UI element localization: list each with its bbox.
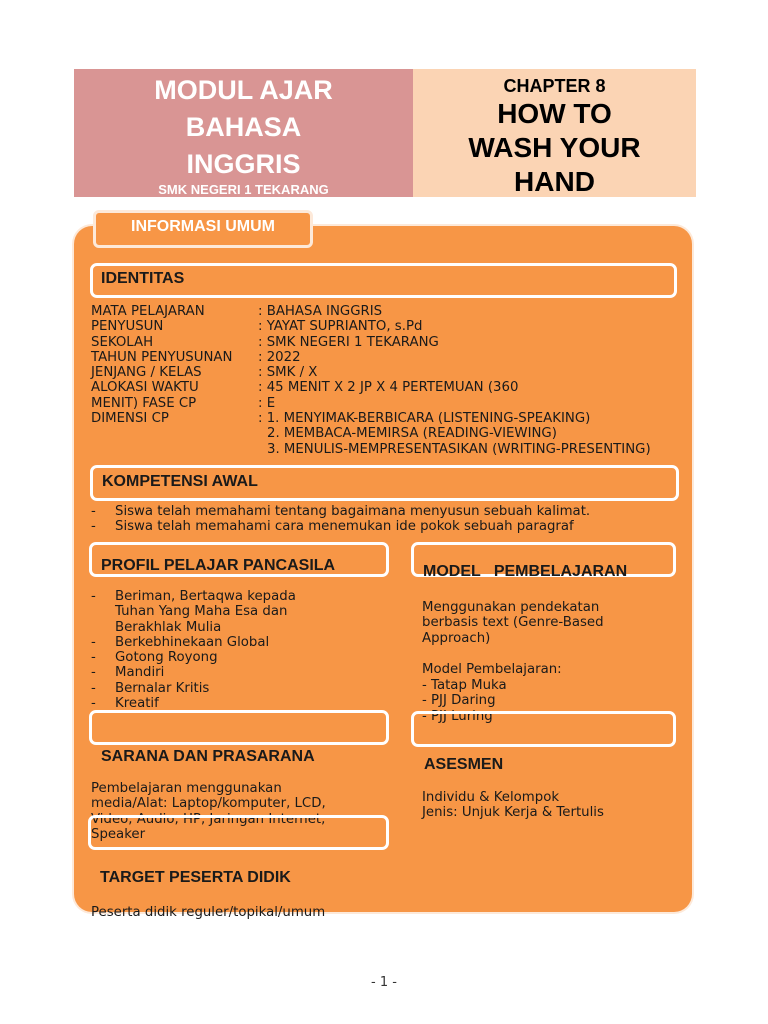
module-title-line-2: BAHASA <box>185 112 302 142</box>
list-item: - Tatap Muka <box>422 678 507 693</box>
asesmen-line: Jenis: Unjuk Kerja & Tertulis <box>422 805 604 821</box>
model-description: Menggunakan pendekatan berbasis text (Genre-Based Approach) <box>422 600 604 646</box>
kompetensi-heading: KOMPETENSI AWAL <box>102 473 258 490</box>
module-title-block <box>74 69 413 197</box>
target-heading-box <box>88 815 389 850</box>
list-item: - Siswa telah memahami cara menemukan ide pokok sebuah paragraf <box>91 519 681 534</box>
chapter-title-line-2: WASH YOUR <box>468 132 641 163</box>
identitas-row: SEKOLAH : SMK NEGERI 1 TEKARANG <box>91 334 439 350</box>
sarana-text: Pembelajaran menggunakan media/Alat: Laptop/komputer, LCD, Video, Audio, HP, Jaringan Internet, Speaker <box>91 781 326 842</box>
identitas-row: JENJANG / KELAS : SMK / X <box>91 365 318 381</box>
identitas-table <box>91 304 651 457</box>
list-item: - PJJ Luring <box>422 708 493 724</box>
list-item: - Siswa telah memahami tentang bagaimana menyusun sebuah kalimat. <box>91 504 681 519</box>
list-item: - Kreatif <box>91 696 321 711</box>
kompetensi-list <box>91 504 681 535</box>
identitas-row: TAHUN PENYUSUNAN : 2022 <box>91 349 301 365</box>
list-item: - Gotong Royong <box>91 650 321 665</box>
identitas-heading: IDENTITAS <box>101 270 185 287</box>
asesmen-heading-box <box>411 708 676 747</box>
target-text: Peserta didik reguler/topikal/umum <box>91 905 326 920</box>
asesmen-line: Individu & Kelompok <box>422 790 560 805</box>
target-heading: TARGET PESERTA DIDIK <box>100 869 291 886</box>
list-item: - PJJ Daring <box>422 693 496 709</box>
model-subheading: Model Pembelajaran: <box>422 662 562 677</box>
module-title-line-1: MODUL AJAR <box>154 75 333 105</box>
page-number: - 1 - <box>371 975 397 990</box>
profil-list <box>91 589 321 711</box>
sarana-heading: SARANA DAN PRASARANA <box>101 748 315 765</box>
chapter-number: CHAPTER 8 <box>503 76 606 96</box>
identitas-row: DIMENSI CP : 1. MENYIMAK-BERBICARA (LISTENING-SPEAKING) <box>91 411 591 427</box>
list-item: - Mandiri <box>91 665 321 680</box>
profil-heading: PROFIL PELAJAR PANCASILA <box>101 557 336 574</box>
asesmen-heading: ASESMEN <box>424 756 504 773</box>
identitas-row: MATA PELAJARAN : BAHASA INGGRIS <box>91 304 383 319</box>
identitas-row: ALOKASI WAKTU : 45 MENIT X 2 JP X 4 PERTEMUAN (360 <box>91 380 519 396</box>
informasi-umum-tab: INFORMASI UMUM <box>93 210 313 248</box>
chapter-title-line-1: HOW TO <box>497 98 612 129</box>
dimensi-item: 2. MEMBACA-MEMIRSA (READING-VIEWING) <box>267 426 557 442</box>
identitas-row: PENYUSUN : YAYAT SUPRIANTO, s.Pd <box>91 319 423 335</box>
asesmen-text <box>422 790 604 821</box>
sarana-heading-box <box>89 710 389 745</box>
identitas-row: MENIT) FASE CP : E <box>91 395 276 411</box>
model-heading: MODEL PEMBELAJARAN <box>423 563 628 580</box>
dimensi-item: 3. MENULIS-MEMPRESENTASIKAN (WRITING-PRESENTING) <box>267 441 651 457</box>
list-item: - Bernalar Kritis <box>91 681 321 696</box>
list-item: - Berkebhinekaan Global <box>91 635 321 650</box>
chapter-title-line-3: HAND <box>514 166 595 197</box>
list-item: - Beriman, Bertaqwa kepada Tuhan Yang Maha Esa dan Berakhlak Mulia <box>91 589 321 635</box>
school-name: SMK NEGERI 1 TEKARANG <box>158 182 329 197</box>
module-title-line-3: INGGRIS <box>186 149 301 179</box>
chapter-block <box>413 69 696 197</box>
